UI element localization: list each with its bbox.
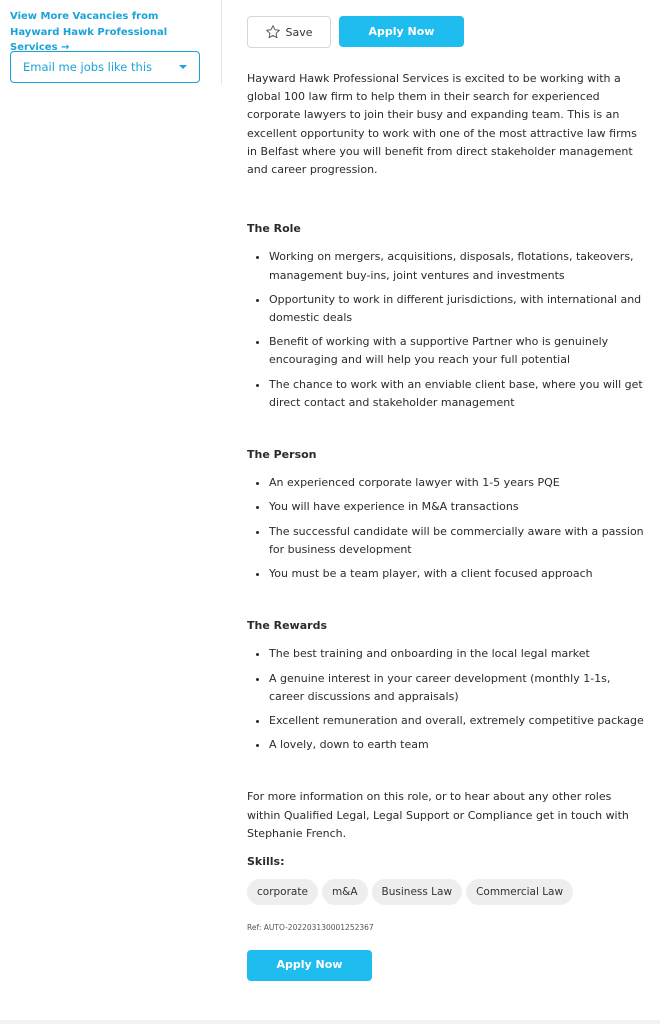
- intro-paragraph: Hayward Hawk Professional Services is excited to be working with a global 100 law firm to help them in their search for experienced corporate lawyers to join their busy and expanding team. This is an excellent opportunity to work with one of the most attractive law firms in Belfast where you will benefit from direct stakeholder management and career progression.: [247, 72, 637, 177]
- list-item: • Opportunity to work in different jurisdictions, with international and domestic deals: [269, 291, 647, 327]
- list-item: • A lovely, down to earth team: [269, 736, 647, 754]
- skill-chip[interactable]: Commercial Law: [466, 879, 573, 905]
- person-list: [247, 474, 647, 583]
- list-item: • An experienced corporate lawyer with 1-5 years PQE: [269, 474, 647, 492]
- save-label: Save: [285, 25, 313, 39]
- job-description: [247, 70, 647, 981]
- list-item: • You must be a team player, with a client focused approach: [269, 565, 647, 583]
- list-item: • A genuine interest in your career development (monthly 1-1s, career discussions and appraisals): [269, 670, 647, 706]
- skills-label: Skills:: [247, 855, 285, 869]
- list-item: • Working on mergers, acquisitions, disposals, flotations, takeovers, management buy-ins, joint ventures and investments: [269, 248, 647, 284]
- apply-now-button-bottom[interactable]: Apply Now: [247, 950, 372, 981]
- skill-chip[interactable]: Business Law: [372, 879, 463, 905]
- email-jobs-label: Email me jobs like this: [23, 60, 153, 74]
- person-heading: The Person: [247, 448, 317, 462]
- view-more-vacancies-link[interactable]: View More Vacancies from Hayward Hawk Professional Services →: [10, 11, 168, 53]
- contact-paragraph: For more information on this role, or to hear about any other roles within Qualified Legal, Legal Support or Compliance get in touch with Stephanie French.: [247, 790, 629, 840]
- list-item: • Excellent remuneration and overall, extremely competitive package: [269, 712, 647, 730]
- star-icon: [265, 24, 281, 40]
- sidebar: [0, 0, 222, 85]
- list-item: • Benefit of working with a supportive Partner who is genuinely encouraging and will help you reach your full potential: [269, 333, 647, 369]
- list-item: • You will have experience in M&A transactions: [269, 498, 647, 516]
- skill-chip[interactable]: m&A: [322, 879, 368, 905]
- email-jobs-dropdown[interactable]: [10, 51, 200, 83]
- job-reference: Ref: AUTO-202203130001252367: [247, 923, 374, 933]
- skills-list: [247, 879, 647, 905]
- apply-now-button-top[interactable]: Apply Now: [339, 16, 464, 47]
- role-list: [247, 248, 647, 412]
- skill-chip[interactable]: corporate: [247, 879, 318, 905]
- caret-down-icon: [179, 65, 187, 69]
- list-item: • The chance to work with an enviable client base, where you will get direct contact and stakeholder management: [269, 376, 647, 412]
- list-item: • The best training and onboarding in the local legal market: [269, 645, 647, 663]
- list-item: • The successful candidate will be commercially aware with a passion for business development: [269, 523, 647, 559]
- role-heading: The Role: [247, 222, 301, 236]
- rewards-heading: The Rewards: [247, 619, 327, 633]
- rewards-list: [247, 645, 647, 754]
- save-button[interactable]: [247, 16, 331, 48]
